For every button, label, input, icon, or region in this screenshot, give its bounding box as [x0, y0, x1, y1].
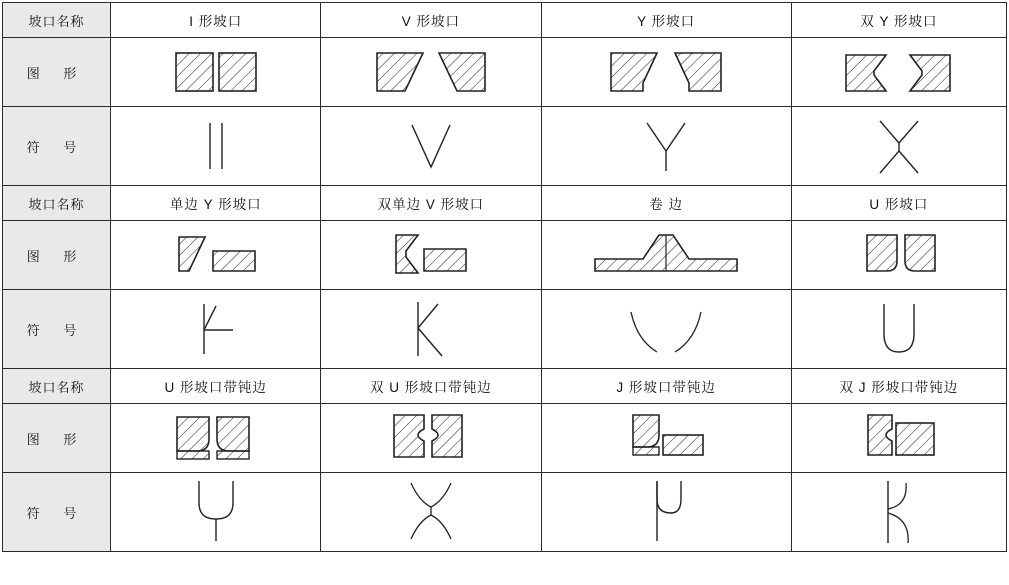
- groove-name-cell: [541, 3, 791, 38]
- row-label-name-text: 坡口名称: [28, 196, 85, 212]
- groove-symbol-cell: [541, 473, 791, 552]
- row-label-symbol: [3, 290, 111, 369]
- double-j-groove-root-face-figure: [834, 409, 964, 467]
- row-label-name-text: 坡口名称: [28, 379, 85, 395]
- table-row: [3, 473, 1007, 552]
- groove-symbol-cell: [321, 290, 541, 369]
- groove-symbol-cell: [791, 107, 1006, 186]
- groove-symbol-cell: [791, 290, 1006, 369]
- groove-figure-cell: [541, 38, 791, 107]
- row-label-figure: [3, 404, 111, 473]
- double-u-groove-root-face-figure: [366, 409, 496, 467]
- groove-name-text: U 形坡口带钝边: [164, 380, 267, 395]
- u-groove-symbol: [854, 294, 944, 364]
- groove-name-text: Y 形坡口: [637, 14, 696, 29]
- u-groove-figure: [839, 227, 959, 283]
- table-row: [3, 290, 1007, 369]
- row-label-symbol-text: 符 号: [26, 139, 87, 155]
- row-label-name: [3, 186, 111, 221]
- groove-name-cell: [321, 186, 541, 221]
- i-groove-figure: [156, 41, 276, 103]
- groove-symbol-cell: [111, 473, 321, 552]
- groove-name-text: 卷 边: [649, 197, 684, 212]
- row-label-name: [3, 3, 111, 38]
- single-bevel-y-figure: [151, 227, 281, 283]
- double-single-bevel-v-symbol: [386, 294, 476, 364]
- row-label-figure-text: 图 形: [26, 65, 87, 81]
- groove-name-text: 单边 Y 形坡口: [169, 197, 262, 212]
- groove-figure-cell: [111, 404, 321, 473]
- groove-symbol-cell: [541, 290, 791, 369]
- groove-name-cell: [111, 186, 321, 221]
- groove-name-text: V 形坡口: [401, 14, 461, 29]
- groove-symbol-cell: [111, 107, 321, 186]
- row-label-name-text: 坡口名称: [28, 13, 85, 29]
- v-groove-symbol: [386, 111, 476, 181]
- row-label-figure-text: 图 形: [26, 248, 87, 264]
- groove-name-cell: [541, 186, 791, 221]
- groove-figure-cell: [321, 221, 541, 290]
- groove-symbol-cell: [791, 473, 1006, 552]
- groove-figure-cell: [321, 404, 541, 473]
- groove-name-cell: [321, 3, 541, 38]
- groove-figure-cell: [111, 221, 321, 290]
- single-bevel-y-symbol: [171, 294, 261, 364]
- groove-symbol-cell: [111, 290, 321, 369]
- table-row: [3, 186, 1007, 221]
- y-groove-figure: [591, 41, 741, 103]
- groove-name-text: 双单边 V 形坡口: [377, 197, 485, 212]
- flanged-edge-figure: [581, 227, 751, 283]
- groove-figure-cell: [541, 221, 791, 290]
- groove-name-text: U 形坡口: [869, 197, 929, 212]
- groove-name-cell: [111, 369, 321, 404]
- double-single-bevel-v-figure: [366, 227, 496, 283]
- groove-name-text: 双 U 形坡口带钝边: [370, 380, 492, 395]
- weld-groove-table-container: [0, 2, 1009, 585]
- row-label-symbol: [3, 107, 111, 186]
- row-label-symbol: [3, 473, 111, 552]
- u-groove-root-face-symbol: [171, 473, 261, 551]
- u-groove-root-face-figure: [151, 409, 281, 467]
- double-u-groove-root-face-symbol: [381, 473, 481, 551]
- double-y-groove-figure: [824, 41, 974, 103]
- row-label-figure-text: 图 形: [26, 431, 87, 447]
- y-groove-symbol: [621, 111, 711, 181]
- groove-name-text: I 形坡口: [189, 14, 243, 29]
- groove-figure-cell: [791, 38, 1006, 107]
- groove-name-cell: [111, 3, 321, 38]
- groove-figure-cell: [541, 404, 791, 473]
- flanged-edge-symbol: [591, 294, 741, 364]
- table-row: [3, 369, 1007, 404]
- weld-groove-table: [2, 2, 1007, 552]
- row-label-figure: [3, 221, 111, 290]
- v-groove-figure: [361, 41, 501, 103]
- row-label-symbol-text: 符 号: [26, 322, 87, 338]
- groove-name-cell: [791, 369, 1006, 404]
- table-row: [3, 3, 1007, 38]
- row-label-symbol-text: 符 号: [26, 505, 87, 521]
- table-row: [3, 107, 1007, 186]
- groove-name-text: 双 J 形坡口带钝边: [839, 380, 959, 395]
- groove-symbol-cell: [321, 107, 541, 186]
- table-row: [3, 221, 1007, 290]
- table-row: [3, 404, 1007, 473]
- table-row: [3, 38, 1007, 107]
- double-j-groove-root-face-symbol: [854, 473, 944, 551]
- groove-name-text: 双 Y 形坡口: [860, 14, 938, 29]
- groove-symbol-cell: [321, 473, 541, 552]
- row-label-name: [3, 369, 111, 404]
- groove-figure-cell: [791, 404, 1006, 473]
- groove-name-text: J 形坡口带钝边: [616, 380, 716, 395]
- groove-figure-cell: [111, 38, 321, 107]
- groove-figure-cell: [321, 38, 541, 107]
- j-groove-root-face-figure: [601, 409, 731, 467]
- groove-symbol-cell: [541, 107, 791, 186]
- groove-name-cell: [541, 369, 791, 404]
- groove-name-cell: [321, 369, 541, 404]
- groove-name-cell: [791, 186, 1006, 221]
- groove-name-cell: [791, 3, 1006, 38]
- groove-figure-cell: [791, 221, 1006, 290]
- double-y-groove-symbol: [854, 111, 944, 181]
- row-label-figure: [3, 38, 111, 107]
- i-groove-symbol: [176, 111, 256, 181]
- j-groove-root-face-symbol: [621, 473, 711, 551]
